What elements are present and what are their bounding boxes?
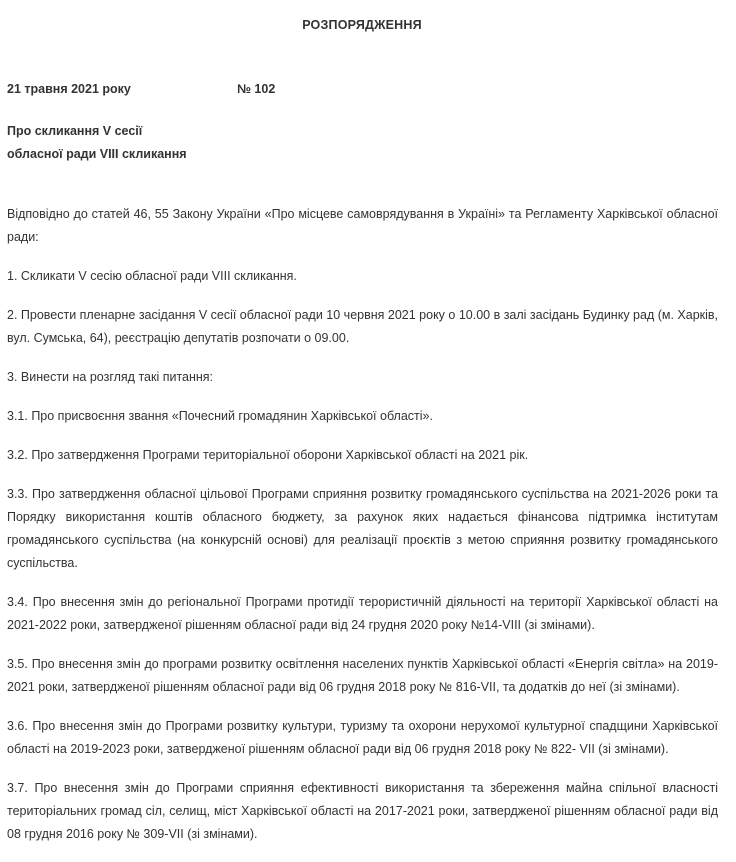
item-paragraph: 3.3. Про затвердження обласної цільової Програми сприяння розвитку громадянського суспільства на 2021-2026 роки та Порядку використання коштів обласного бюджету, за рахунок яких надається фінансова підтримка інститутам громадянського суспільства (на конкурсній основі) для реалізації проєктів з метою сприяння розвитку громадянського суспільства.	[7, 487, 718, 570]
preamble-paragraph: Відповідно до статей 46, 55 Закону України «Про місцеве самоврядування в Україні» та Регламенту Харківської обласної ради:	[7, 207, 718, 244]
item-paragraph: 3. Винести на розгляд такі питання:	[7, 370, 214, 384]
subject-line: обласної ради VIII скликання	[7, 147, 187, 161]
number-value: 102	[254, 82, 276, 96]
paragraph-list	[7, 203, 718, 862]
document-subject	[7, 120, 187, 166]
item-paragraph: 3.7. Про внесення змін до Програми сприяння ефективності використання та збереження майна спільної власності територіальних громад сіл, селищ, міст Харківської області на 2017-2021 роки, затвердженої рішенням обласної ради від 08 грудня 2016 року № 309-VII (зі змінами).	[7, 781, 718, 841]
document-title: РОЗПОРЯДЖЕННЯ	[302, 18, 422, 32]
item-paragraph: 3.1. Про присвоєння звання «Почесний громадянин Харківської області».	[7, 409, 433, 423]
number-prefix: №	[237, 82, 255, 96]
item-paragraph: 3.6. Про внесення змін до Програми розвитку культури, туризму та охорони нерухомої культурної спадщини Харківської області на 2019-2023 роки, затвердженої рішенням обласної ради від 06 грудня 2018 року № 822- VII (зі змінами).	[7, 719, 718, 756]
document-number	[237, 82, 275, 96]
item-paragraph: 3.4. Про внесення змін до регіональної Програми протидії терористичній діяльності на території Харківської області на 2021-2022 роки, затвердженої рішенням обласної ради від 24 грудня 2020 року №14-VIII (зі змінами).	[7, 595, 718, 632]
item-paragraph: 3.5. Про внесення змін до програми розвитку освітлення населених пунктів Харківської області «Енергія світла» на 2019-2021 роки, затвердженої рішенням обласної ради від 06 грудня 2018 року № 816-VII, та додатків до неї (зі змінами).	[7, 657, 718, 694]
item-paragraph: 3.2. Про затвердження Програми територіальної оборони Харківської області на 2021 рік.	[7, 448, 529, 462]
subject-line: Про скликання V сесії	[7, 124, 143, 138]
item-paragraph: 2. Провести пленарне засідання V сесії обласної ради 10 червня 2021 року о 10.00 в залі засідань Будинку рад (м. Харків, вул. Сумська, 64), реєстрацію депутатів розпочати о 09.00.	[7, 308, 719, 345]
document-date: 21 травня 2021 року	[7, 82, 131, 96]
item-paragraph: 1. Скликати V сесію обласної ради VIII скликання.	[7, 269, 297, 283]
